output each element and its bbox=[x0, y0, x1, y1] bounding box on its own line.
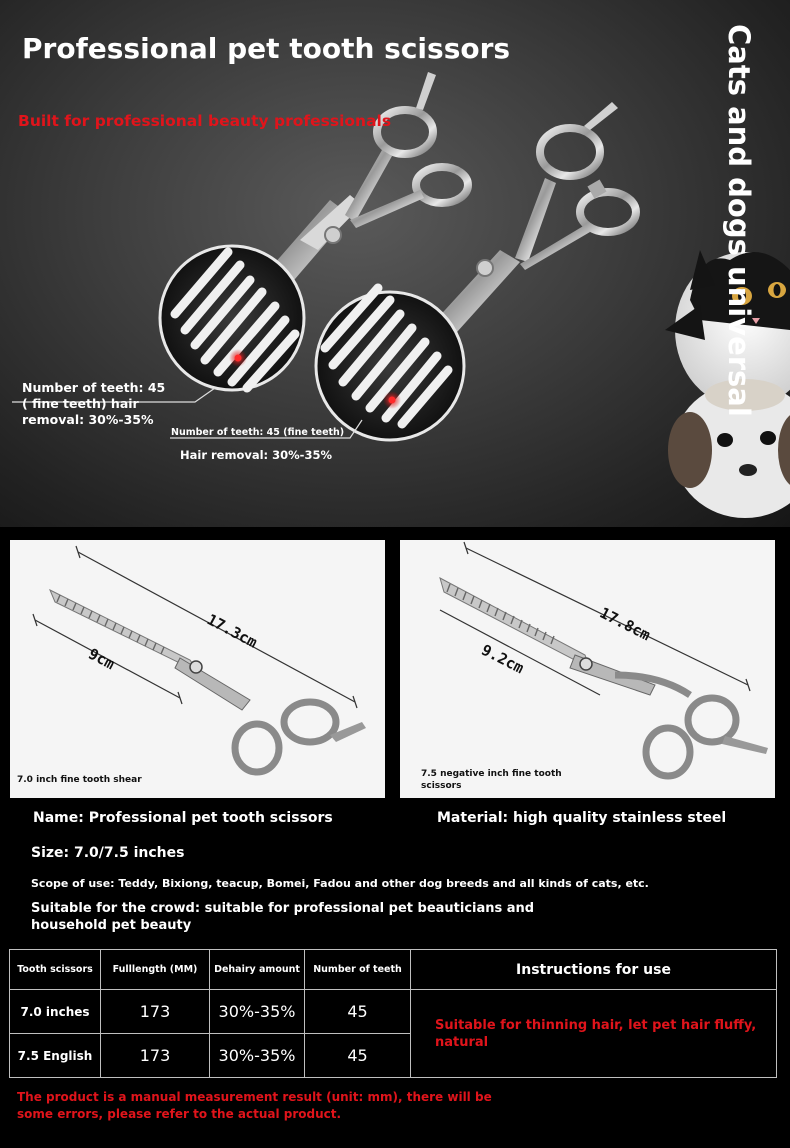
hero-title: Professional pet tooth scissors bbox=[22, 32, 511, 65]
header-number-of-teeth: Number of teeth bbox=[305, 950, 411, 990]
spec-material: Material: high quality stainless steel bbox=[437, 810, 727, 826]
scissors-diagram-7-5 bbox=[400, 540, 775, 798]
table-row bbox=[10, 990, 777, 1034]
instructions-text: Suitable for thinning hair, let pet hair fluffy, natural bbox=[411, 990, 777, 1078]
cell-dehair: 30%-35% bbox=[210, 990, 305, 1034]
hero-banner bbox=[0, 0, 790, 527]
measurement-note: The product is a manual measurement result (unit: mm), there will be some errors, please refer to the actual product. bbox=[17, 1090, 492, 1121]
row-label: 7.0 inches bbox=[10, 990, 101, 1034]
blade-label-7-0: 9cm bbox=[85, 644, 118, 674]
cell-length: 173 bbox=[101, 1034, 210, 1078]
magnifier-right bbox=[316, 288, 464, 440]
hero-subtitle: Built for professional beauty professionals bbox=[18, 112, 392, 130]
callout-left-text: Number of teeth: 45 ( fine teeth) hair removal: 30%-35% bbox=[22, 380, 166, 427]
row-label: 7.5 English bbox=[10, 1034, 101, 1078]
magnifier-left bbox=[160, 246, 304, 390]
spec-table bbox=[9, 949, 777, 1078]
spec-crowd: Suitable for the crowd: suitable for professional pet beauticians and household pet beauty bbox=[31, 901, 535, 933]
length-label-7-5: 17.8cm bbox=[596, 603, 654, 645]
header-tooth-scissors: Tooth scissors bbox=[10, 950, 101, 990]
cell-length: 173 bbox=[101, 990, 210, 1034]
product-caption-7-5: 7.5 negative inch fine tooth scissors bbox=[421, 769, 562, 791]
header-dehair-amount: Dehairy amount bbox=[210, 950, 305, 990]
callout-right-removal: Hair removal: 30%-35% bbox=[180, 448, 332, 462]
callout-right-teeth: Number of teeth: 45 (fine teeth) bbox=[171, 427, 345, 438]
product-card-7-0 bbox=[10, 540, 385, 798]
cell-teeth: 45 bbox=[305, 1034, 411, 1078]
spec-scope: Scope of use: Teddy, Bixiong, teacup, Bomei, Fadou and other dog breeds and all kinds of cats, etc. bbox=[31, 877, 649, 890]
spec-size: Size: 7.0/7.5 inches bbox=[31, 845, 185, 861]
header-instructions: Instructions for use bbox=[411, 950, 777, 990]
header-full-length: Fulllength (MM) bbox=[101, 950, 210, 990]
scissors-diagram-7-0 bbox=[10, 540, 385, 798]
product-caption-7-0: 7.0 inch fine tooth shear bbox=[17, 775, 142, 785]
table-header-row bbox=[10, 950, 777, 990]
cell-teeth: 45 bbox=[305, 990, 411, 1034]
product-card-7-5 bbox=[400, 540, 775, 798]
side-tagline: Cats and dogs universal bbox=[722, 24, 756, 417]
hero-illustration bbox=[0, 0, 790, 527]
cell-dehair: 30%-35% bbox=[210, 1034, 305, 1078]
blade-label-7-5: 9.2cm bbox=[478, 640, 527, 678]
length-label-7-0: 17.3cm bbox=[203, 610, 261, 652]
spec-name: Name: Professional pet tooth scissors bbox=[33, 810, 333, 826]
